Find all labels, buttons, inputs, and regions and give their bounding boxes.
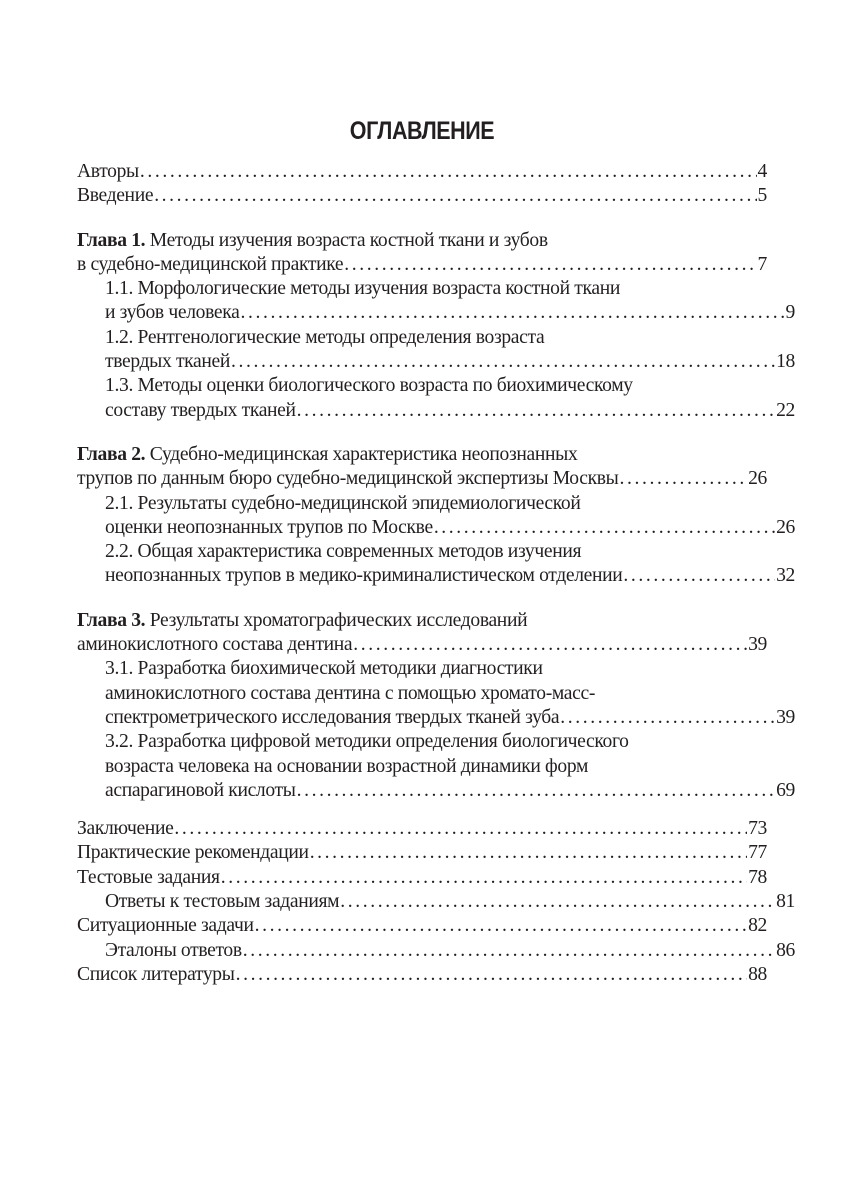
page-number: 26: [776, 516, 795, 538]
chapter-label: Глава 3.: [77, 609, 146, 631]
toc-entry-chapter-3[interactable]: [77, 609, 767, 658]
toc-entry-title: 3.1. Разработка биохимической методики диагностики: [105, 658, 543, 680]
leader-dots: [560, 706, 775, 730]
table-of-contents: [77, 160, 795, 987]
toc-entry-title-continued: в судебно-медицинской практике: [77, 253, 344, 275]
toc-entry-situational-tasks[interactable]: [77, 914, 767, 938]
page-number: 4: [757, 161, 767, 182]
chapter-label: Глава 1.: [77, 229, 146, 251]
toc-entry-title: Список литературы: [77, 963, 235, 985]
toc-entry-title-continued: твердых тканей: [105, 351, 231, 373]
page-number: 9: [785, 302, 795, 324]
page-number: 82: [748, 915, 767, 937]
toc-entry-title: Результаты хроматографических исследований: [145, 609, 528, 631]
page-number: 22: [776, 399, 795, 421]
page-number: 32: [776, 565, 795, 587]
toc-entry-title: 1.1. Морфологические методы изучения возраста костной ткани: [105, 278, 620, 300]
toc-entry-title: 2.2. Общая характеристика современных методов изучения: [105, 541, 582, 563]
toc-entry-title: Практические рекомендации: [77, 842, 309, 864]
toc-entry-title: Методы изучения возраста костной ткани и зубов: [145, 229, 548, 251]
toc-entry-title: 2.1. Результаты судебно-медицинской эпидемиологической: [105, 492, 581, 514]
toc-entry-title: Эталоны ответов: [105, 939, 242, 961]
toc-entry-title-continued: аминокислотного состава дентина с помощью хромато-масс-: [105, 682, 596, 704]
page-number: 81: [776, 891, 795, 913]
toc-entry-title: Судебно-медицинская характеристика неопознанных: [145, 443, 578, 465]
page-number: 18: [776, 351, 795, 373]
toc-entry-practical-recommendations[interactable]: [77, 841, 767, 865]
page-number: 5: [757, 185, 767, 207]
leader-dots: [255, 914, 747, 938]
toc-entry-chapter-2[interactable]: [77, 443, 767, 492]
page-number: 77: [748, 842, 767, 864]
toc-entry-title: Ответы к тестовым заданиям: [105, 891, 340, 913]
leader-dots: [140, 160, 757, 184]
page-number: 26: [748, 468, 767, 490]
toc-entry-title-continued: составу твердых тканей: [105, 399, 296, 421]
leader-dots: [154, 184, 756, 208]
toc-entry-bibliography[interactable]: [77, 963, 767, 987]
page-number: 73: [748, 818, 767, 840]
toc-entry-section-2-1[interactable]: [77, 492, 795, 541]
toc-entry-title-continued: трупов по данным бюро судебно-медицинской экспертизы Москвы: [77, 468, 619, 490]
toc-entry-chapter-1[interactable]: [77, 229, 767, 278]
chapter-label: Глава 2.: [77, 443, 146, 465]
toc-entry-authors[interactable]: [77, 160, 767, 184]
toc-entry-test-tasks[interactable]: [77, 866, 767, 890]
page-number: 78: [748, 866, 767, 888]
toc-entry-title-continued: аспарагиновой кислоты: [105, 779, 296, 801]
toc-entry-title: Тестовые задания: [77, 866, 220, 888]
leader-dots: [353, 633, 747, 657]
page-number: 39: [776, 706, 795, 728]
toc-entry-title: 3.2. Разработка цифровой методики определения биологического: [105, 731, 629, 753]
toc-entry-section-3-2[interactable]: [77, 730, 795, 803]
toc-entry-test-answers[interactable]: [77, 890, 795, 914]
page-number: 86: [776, 939, 795, 961]
leader-dots: [619, 467, 747, 491]
toc-entry-title-continued: и зубов человека: [105, 302, 240, 324]
toc-entry-title-continued: возраста человека на основании возрастной динамики форм: [105, 755, 589, 777]
leader-dots: [297, 779, 776, 803]
toc-entry-title: Ситуационные задачи: [77, 915, 254, 937]
toc-entry-title-continued: спектрометрического исследования твердых тканей зуба: [105, 706, 560, 728]
toc-entry-title: Заключение: [77, 818, 174, 840]
page-number: 7: [757, 253, 767, 275]
toc-entry-title-continued: неопознанных трупов в медико-криминалистическом отделении: [105, 565, 623, 587]
toc-entry-title: Авторы: [77, 161, 139, 182]
toc-entry-title-continued: аминокислотного состава дентина: [77, 634, 353, 656]
leader-dots: [240, 301, 784, 325]
page-number: 39: [748, 634, 767, 656]
leader-dots: [174, 817, 747, 841]
leader-dots: [623, 564, 775, 588]
toc-entry-introduction[interactable]: [77, 184, 767, 208]
leader-dots: [434, 516, 775, 540]
toc-entry-conclusion[interactable]: [77, 817, 767, 841]
toc-entry-title: 1.2. Рентгенологические методы определения возраста: [105, 326, 545, 348]
toc-entry-title: 1.3. Методы оценки биологического возраста по биохимическому: [105, 375, 633, 397]
leader-dots: [297, 399, 775, 423]
leader-dots: [221, 866, 747, 890]
page-number: 88: [748, 963, 767, 985]
toc-entry-section-1-2[interactable]: [77, 326, 795, 375]
page-title: ОГЛАВЛЕНИЕ: [349, 117, 495, 145]
leader-dots: [340, 890, 775, 914]
toc-entry-section-1-3[interactable]: [77, 374, 795, 423]
leader-dots: [231, 350, 775, 374]
leader-dots: [243, 939, 775, 963]
toc-entry-title-continued: оценки неопознанных трупов по Москве: [105, 516, 433, 538]
page-number: 69: [776, 779, 795, 801]
toc-entry-section-3-1[interactable]: [77, 657, 795, 730]
leader-dots: [236, 963, 748, 987]
toc-entry-section-2-2[interactable]: [77, 540, 795, 589]
toc-entry-reference-answers[interactable]: [77, 939, 795, 963]
toc-entry-section-1-1[interactable]: [77, 277, 795, 326]
toc-entry-title: Введение: [77, 185, 154, 207]
leader-dots: [310, 841, 747, 865]
leader-dots: [344, 253, 756, 277]
